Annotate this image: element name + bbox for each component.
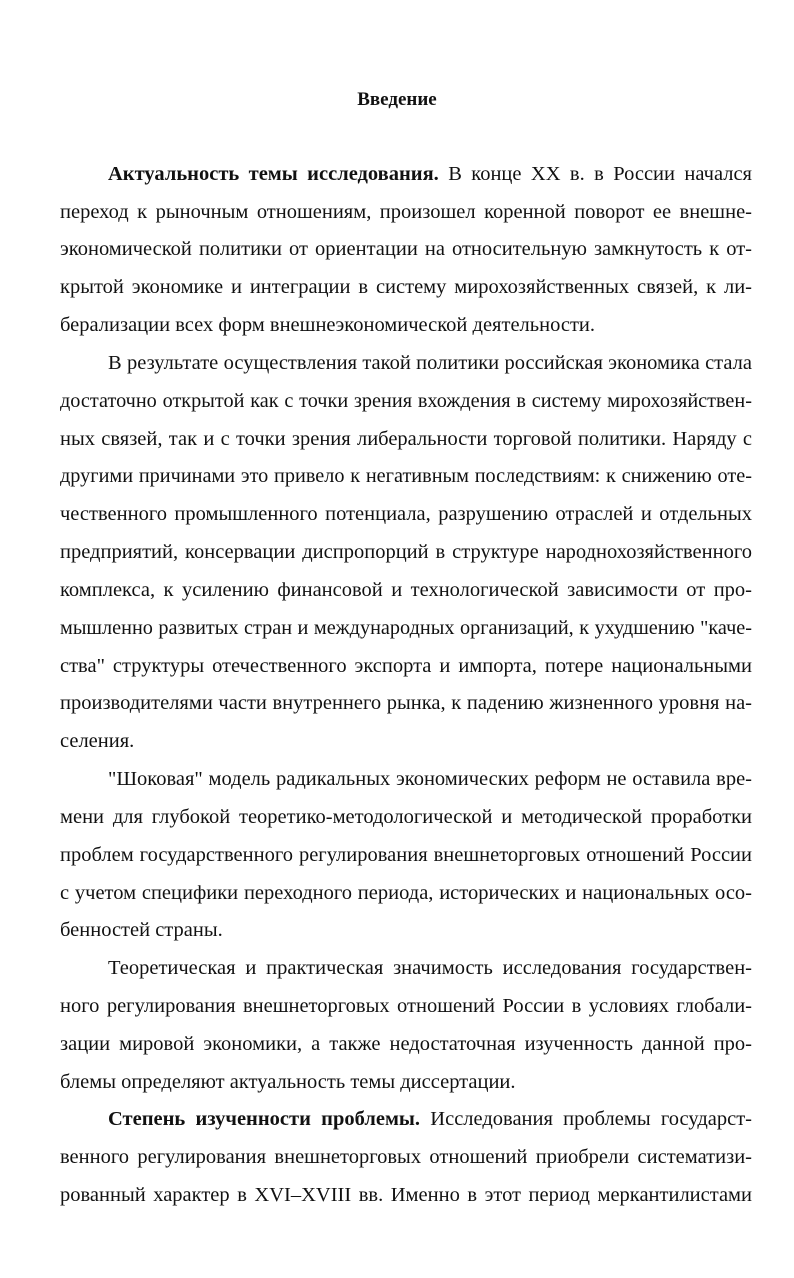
paragraph-line: ного регулирования внешнеторговых отношений России в условиях глобали-: [60, 995, 752, 1017]
paragraph-line: другими причинами это привело к негативным последствиям: к снижению оте-: [60, 465, 752, 487]
paragraph-line: Теоретическая и практическая значимость исследования государствен-: [108, 957, 752, 979]
paragraph-line: блемы определяют актуальность темы диссертации.: [60, 1071, 516, 1093]
paragraph-line: достаточно открытой как с точки зрения вхождения в систему мирохозяйствен-: [60, 390, 752, 412]
page-title: Введение: [357, 89, 437, 110]
paragraph-line: ных связей, так и с точки зрения либеральности торговой политики. Наряду с: [60, 428, 752, 450]
paragraph-line: селения.: [60, 730, 135, 752]
paragraph-line: комплекса, к усилению финансовой и технологической зависимости от про-: [60, 579, 752, 601]
paragraph-line: экономической политики от ориентации на относительную замкнутость к от-: [60, 238, 752, 260]
paragraph-line: производителями части внутреннего рынка, к падению жизненного уровня на-: [60, 692, 752, 714]
paragraph-line: [108, 161, 752, 187]
paragraph-line: ства" структуры отечественного экспорта и импорта, потере национальными: [60, 655, 752, 677]
paragraph-line: проблем государственного регулирования внешнеторговых отношений России: [60, 844, 752, 866]
paragraph-line: чественного промышленного потенциала, разрушению отраслей и отдельных: [60, 503, 752, 525]
section-heading-relevance: Актуальность темы исследования.: [108, 163, 439, 185]
paragraph-line: предприятий, консервации диспропорций в структуре народнохозяйственного: [60, 541, 752, 563]
paragraph-line: рованный характер в XVI–XVIII вв. Именно в этот период меркантилистами: [60, 1184, 752, 1206]
paragraph-line: бенностей страны.: [60, 919, 223, 941]
line-text: Исследования проблемы государст-: [420, 1108, 752, 1130]
paragraph-line: [108, 1106, 752, 1132]
paragraph-line: с учетом специфики переходного периода, исторических и национальных осо-: [60, 882, 752, 904]
paragraph-line: мени для глубокой теоретико-методологической и методической проработки: [60, 806, 752, 828]
paragraph-line: "Шоковая" модель радикальных экономических реформ не оставила вре-: [108, 768, 752, 790]
line-text: В конце XX в. в России начался: [438, 163, 752, 185]
paragraph-line: венного регулирования внешнеторговых отношений приобрели систематизи-: [60, 1146, 752, 1168]
paragraph-line: берализации всех форм внешнеэкономической деятельности.: [60, 314, 596, 336]
paragraph-line: крытой экономике и интеграции в систему мирохозяйственных связей, к ли-: [60, 276, 752, 298]
section-heading-study-degree: Степень изученности проблемы.: [108, 1108, 421, 1130]
paragraph-line: мышленно развитых стран и международных организаций, к ухудшению "каче-: [60, 617, 752, 639]
paragraph-line: В результате осуществления такой политики российская экономика стала: [108, 352, 752, 374]
paragraph-line: переход к рыночным отношениям, произошел коренной поворот ее внешне-: [60, 201, 752, 223]
paragraph-line: зации мировой экономики, а также недостаточная изученность данной про-: [60, 1033, 752, 1055]
